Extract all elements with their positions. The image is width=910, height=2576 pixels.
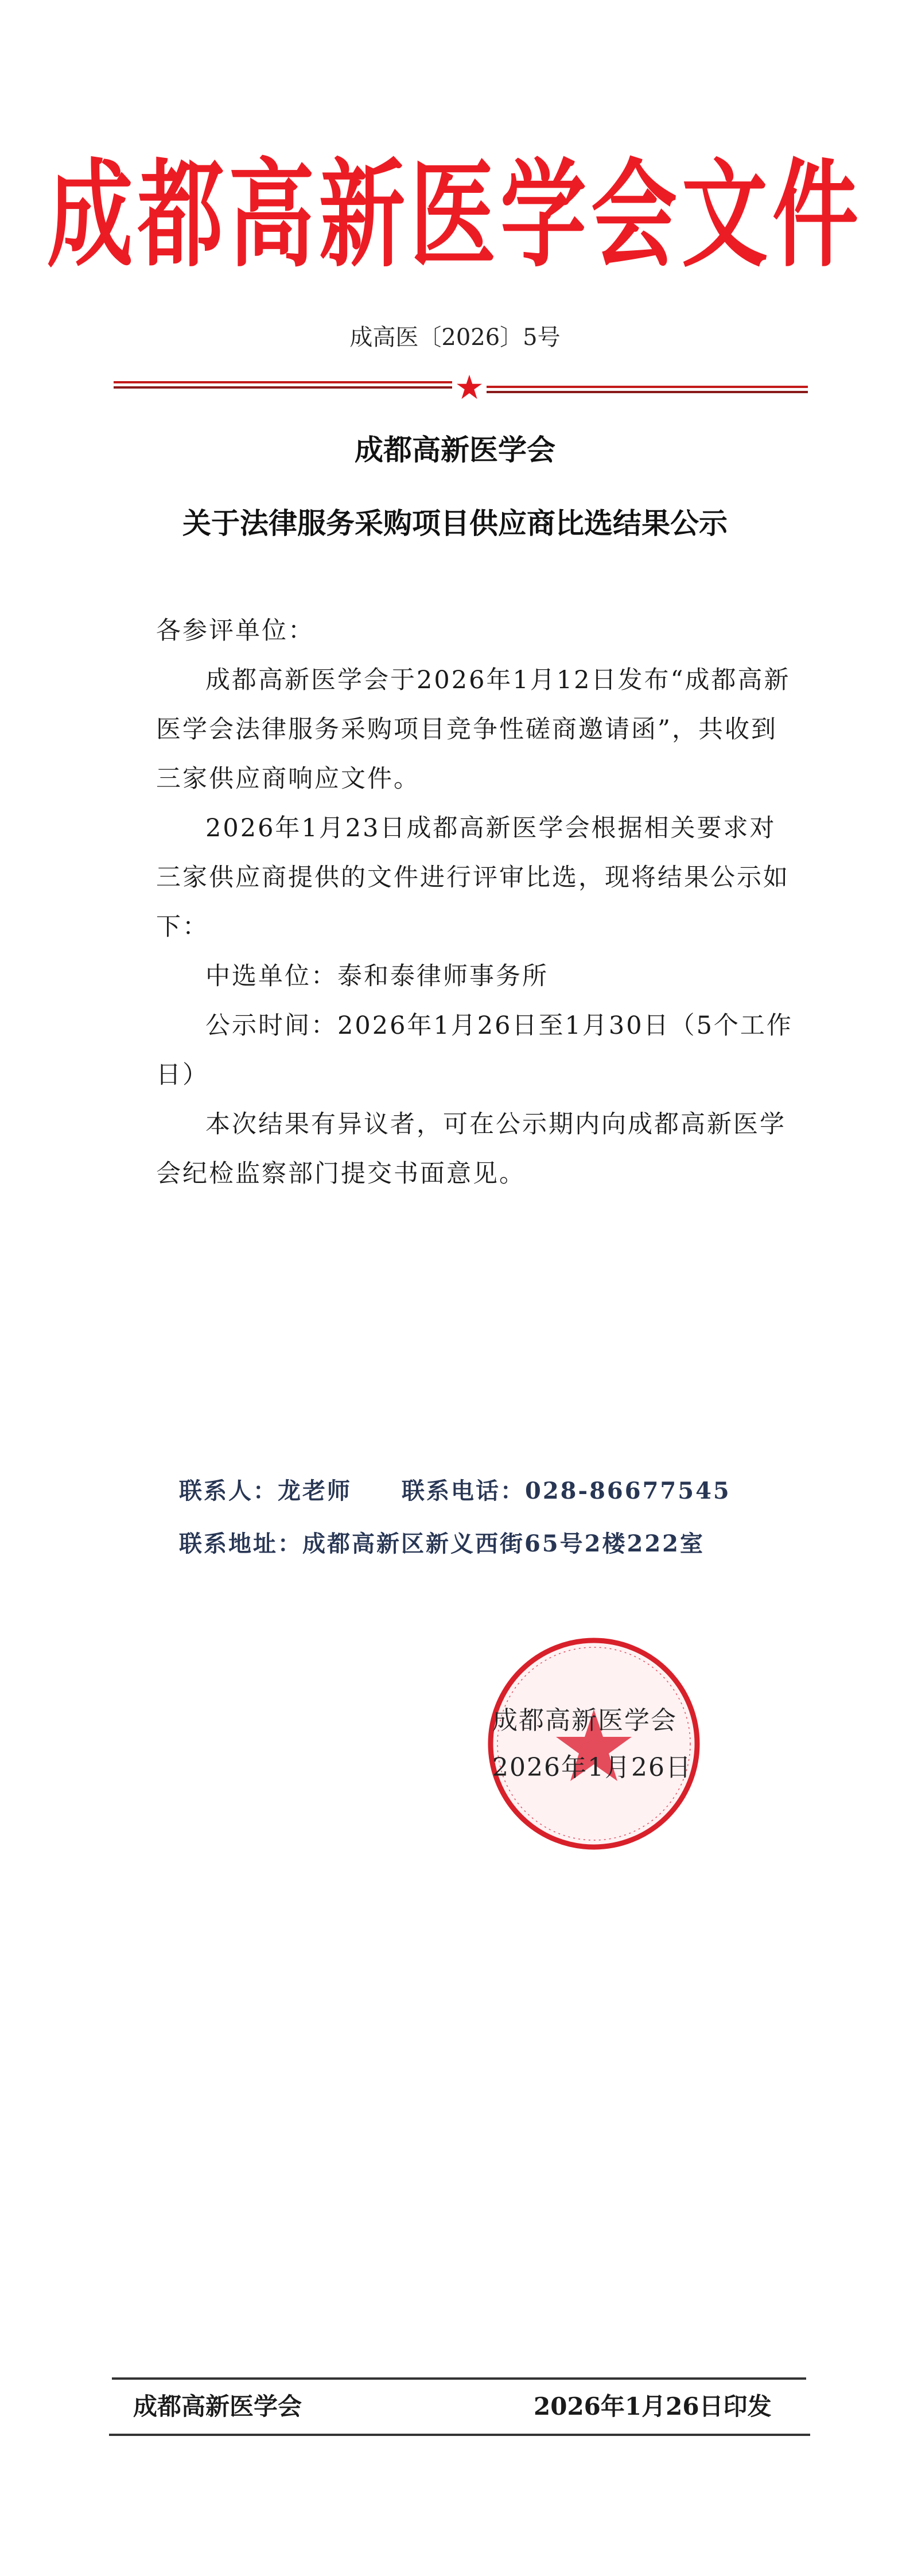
red-divider-left [114, 381, 452, 383]
paragraph-review: 2026年1月23日成都高新医学会根据相关要求对三家供应商提供的文件进行评审比选，现将结果公示如下： [156, 814, 790, 941]
footer-issue-date: 2026年1月26日印发 [534, 2392, 772, 2420]
contact-phone: 联系电话：028-86677545 [402, 1477, 731, 1504]
salutation: 各参评单位： [156, 616, 314, 645]
document-number: 成高医〔2026〕5号 [349, 324, 561, 351]
notice-title-line2: 关于法律服务采购项目供应商比选结果公示 [182, 506, 728, 540]
red-star-icon [457, 374, 482, 399]
footer-issuer: 成都高新医学会 [133, 2392, 302, 2420]
signature-org: 成都高新医学会 [492, 1706, 677, 1735]
official-seal [485, 1635, 703, 1853]
notice-body [156, 606, 793, 1198]
red-divider-right [487, 386, 808, 388]
footer-divider-top [112, 2377, 806, 2380]
paragraph-objection: 本次结果有异议者，可在公示期内向成都高新医学会纪检监察部门提交书面意见。 [156, 1110, 786, 1188]
signature-date: 2026年1月26日 [492, 1753, 692, 1782]
masthead-title: 成都高新医学会文件 [46, 148, 863, 284]
paragraph-announcement: 成都高新医学会于2026年1月12日发布“成都高新医学会法律服务采购项目竞争性磋商邀请函”，共收到三家供应商响应文件。 [156, 666, 791, 793]
paragraph-selected-unit: 中选单位：泰和泰律师事务所 [205, 962, 549, 991]
notice-title-line1: 成都高新医学会 [355, 433, 555, 467]
contact-person: 联系人：龙老师 [179, 1477, 352, 1504]
contact-address: 联系地址：成都高新区新义西街65号2楼222室 [179, 1530, 705, 1557]
paragraph-publicity-period: 公示时间：2026年1月26日至1月30日（5个工作日） [156, 1011, 793, 1089]
footer-divider-bottom [109, 2434, 810, 2436]
